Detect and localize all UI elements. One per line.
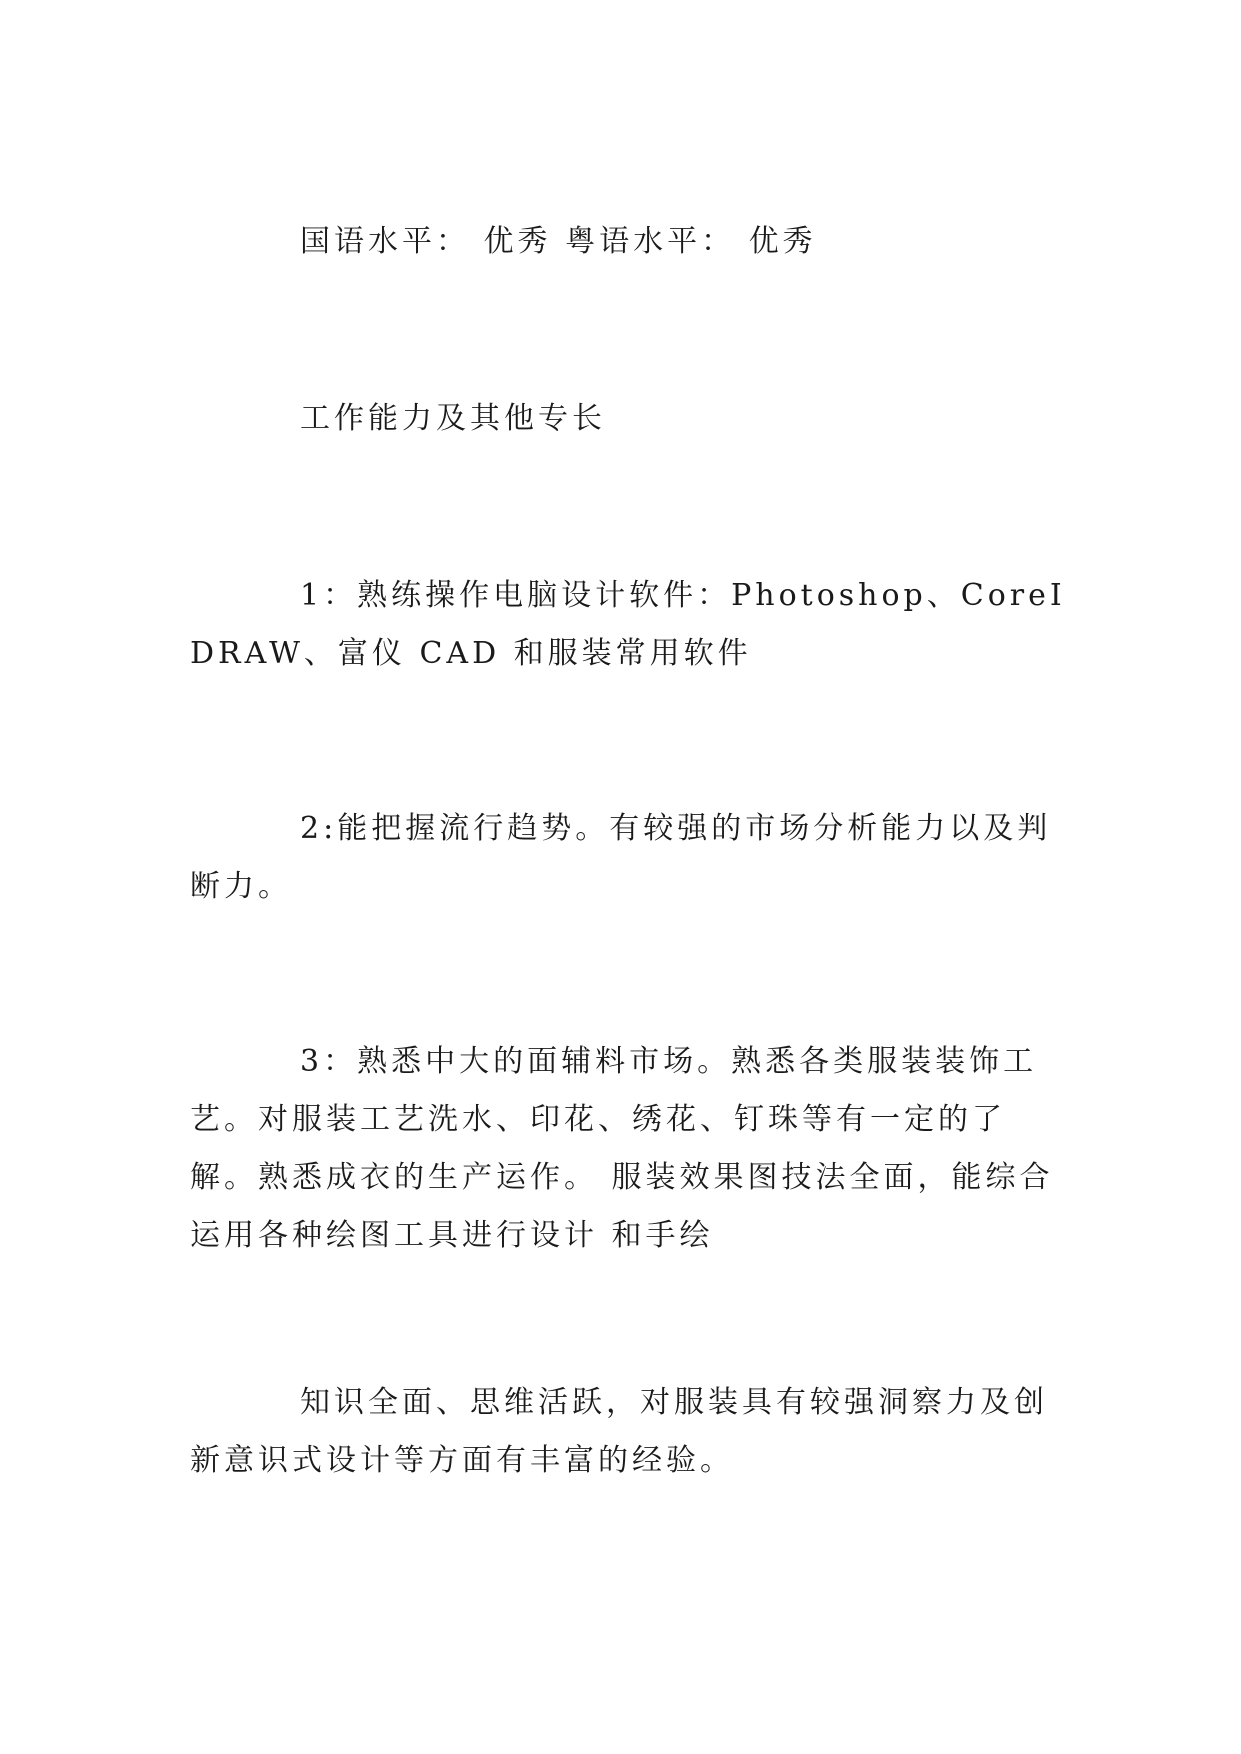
skill-item-trends: 2:能把握流行趋势。有较强的市场分析能力以及判断力。 bbox=[190, 811, 1052, 904]
skill-item-materials: 3：熟悉中大的面辅料市场。熟悉各类服装装饰工艺。对服装工艺洗水、印花、绣花、钉珠等有一定的了解。熟悉成衣的生产运作。 服装效果图技法全面，能综合运用各种绘图工具进行设计 和手绘 bbox=[190, 1044, 1054, 1253]
language-level-paragraph: 国语水平： 优秀 粤语水平： 优秀 bbox=[300, 224, 817, 259]
skill-item-software: 1：熟练操作电脑设计软件：Photoshop、CoreIDRAW、富仪 CAD 和服装常用软件 bbox=[190, 578, 1066, 671]
skills-section-heading: 工作能力及其他专长 bbox=[300, 401, 606, 436]
summary-paragraph: 知识全面、思维活跃，对服装具有较强洞察力及创新意识式设计等方面有丰富的经验。 bbox=[190, 1385, 1048, 1478]
